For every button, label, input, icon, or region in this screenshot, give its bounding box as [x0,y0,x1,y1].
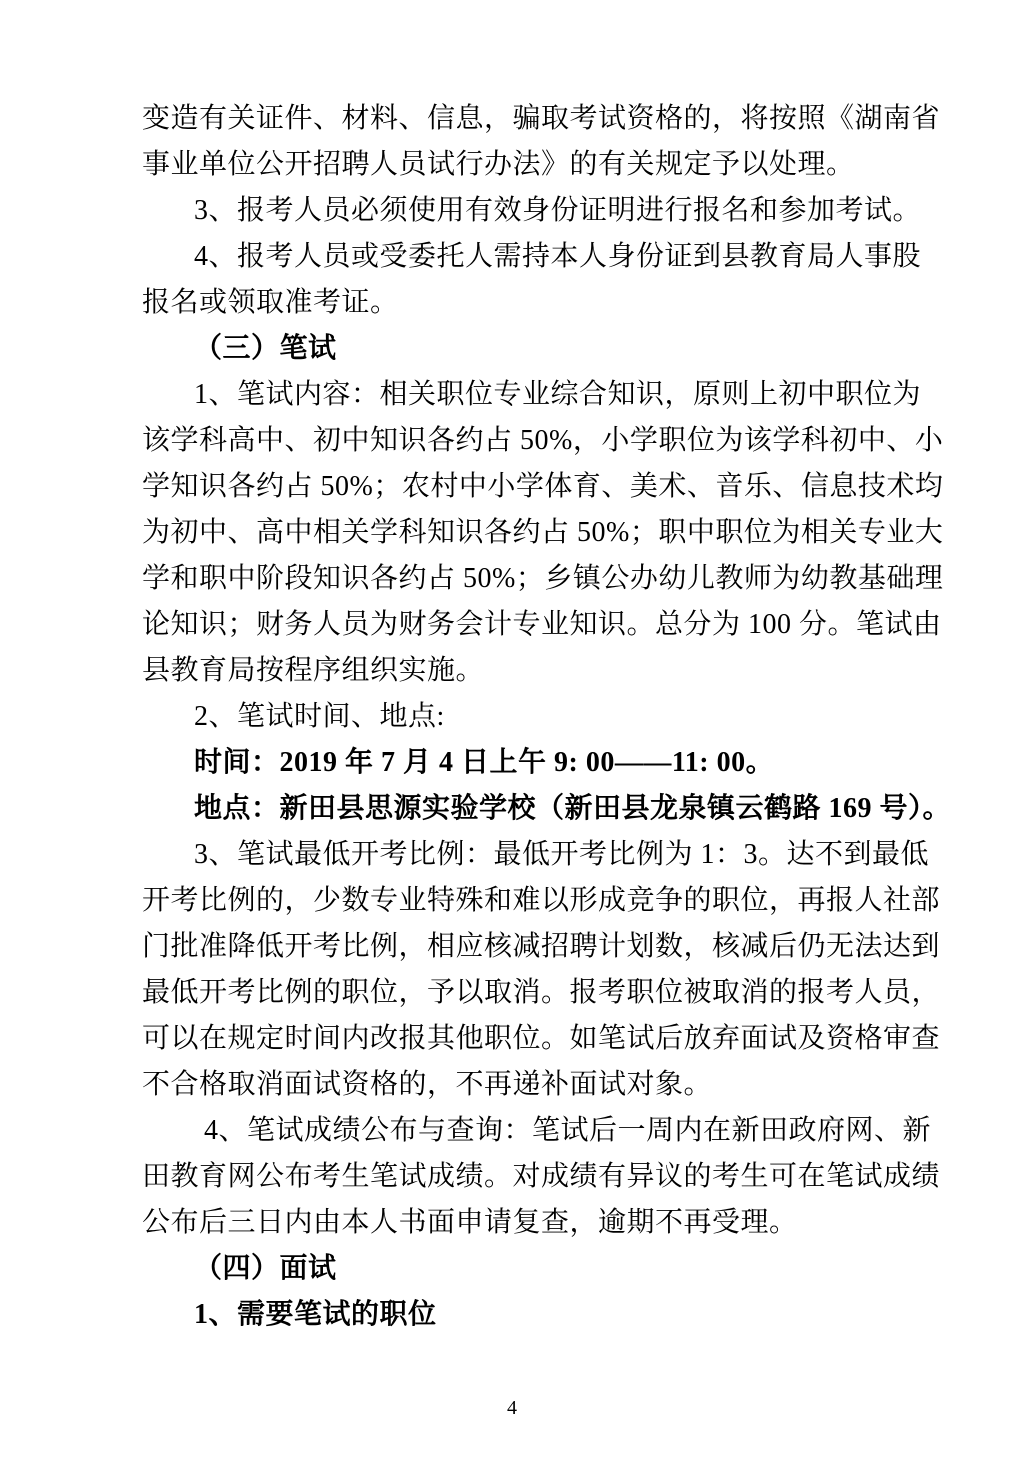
page-number: 4 [507,1397,517,1419]
paragraph-line: 4、笔试成绩公布与查询：笔试后一周内在新田政府网、新 [204,1115,932,1146]
paragraph-line: 公布后三日内由本人书面申请复查，逾期不再受理。 [142,1207,798,1238]
paragraph-line: 可以在规定时间内改报其他职位。如笔试后放弃面试及资格审查 [142,1023,941,1054]
paragraph-line: 门批准降低开考比例，相应核减招聘计划数，核减后仍无法达到 [142,931,941,962]
paragraph-line: 论知识；财务人员为财务会计专业知识。总分为 100 分。笔试由 [142,609,942,640]
paragraph-line: 4、报考人员或受委托人需持本人身份证到县教育局人事股 [194,241,922,272]
section-heading: （四）面试 [194,1253,337,1284]
sub-heading: 1、需要笔试的职位 [194,1299,437,1330]
paragraph-line: 最低开考比例的职位，予以取消。报考职位被取消的报考人员， [142,977,941,1008]
paragraph-line: 1、笔试内容：相关职位专业综合知识，原则上初中职位为 [194,379,922,410]
paragraph-line: 学知识各约占 50%；农村中小学体育、美术、音乐、信息技术均 [142,471,944,502]
paragraph-line: 3、笔试最低开考比例：最低开考比例为 1：3。达不到最低 [194,839,930,870]
paragraph-line: 该学科高中、初中知识各约占 50%，小学职位为该学科初中、小 [142,425,944,456]
paragraph-line: 事业单位公开招聘人员试行办法》的有关规定予以处理。 [142,149,855,180]
paragraph-line: 田教育网公布考生笔试成绩。对成绩有异议的考生可在笔试成绩 [142,1161,941,1192]
exam-time-line: 时间：2019 年 7 月 4 日上午 9: 00——11: 00。 [194,747,775,778]
section-heading: （三）笔试 [194,333,337,364]
paragraph-line: 2、笔试时间、地点: [194,701,445,732]
paragraph-line: 3、报考人员必须使用有效身份证明进行报名和参加考试。 [194,195,922,226]
paragraph-line: 县教育局按程序组织实施。 [142,655,485,686]
paragraph-line: 变造有关证件、材料、信息，骗取考试资格的，将按照《湖南省 [142,103,941,134]
paragraph-line: 报名或领取准考证。 [142,287,399,318]
exam-location-line: 地点：新田县思源实验学校（新田县龙泉镇云鹤路 169 号）。 [194,793,952,824]
paragraph-line: 开考比例的，少数专业特殊和难以形成竞争的职位，再报人社部 [142,885,941,916]
paragraph-line: 不合格取消面试资格的，不再递补面试对象。 [142,1069,713,1100]
paragraph-line: 为初中、高中相关学科知识各约占 50%；职中职位为相关专业大 [142,517,944,548]
paragraph-line: 学和职中阶段知识各约占 50%；乡镇公办幼儿教师为幼教基础理 [142,563,944,594]
document-body [142,96,952,1338]
